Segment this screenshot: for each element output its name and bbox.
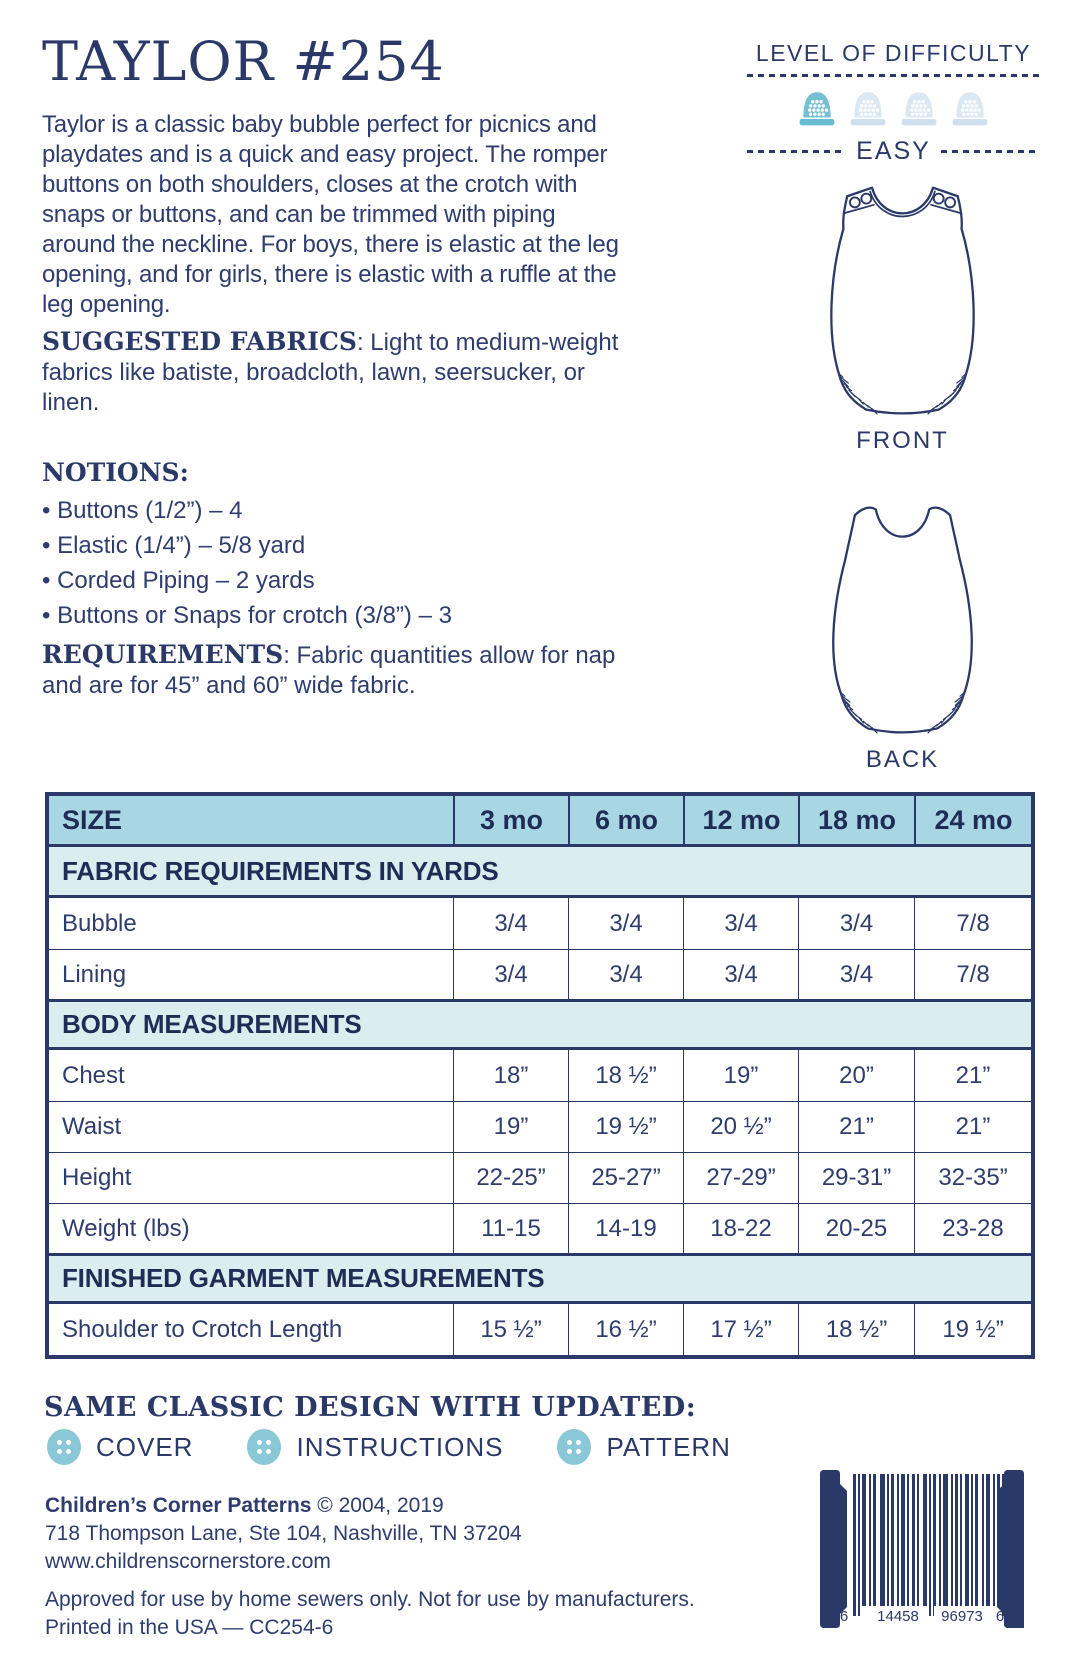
footer (45, 1492, 695, 1642)
updated-item-label: PATTERN (606, 1431, 731, 1462)
size-table-header-cell: 24 mo (914, 796, 1031, 844)
website-line: www.childrenscornerstore.com (45, 1550, 331, 1573)
dashed-divider (747, 150, 846, 153)
row-value: 11-15 (453, 1204, 568, 1254)
size-table (45, 792, 1035, 1359)
difficulty-panel (747, 40, 1040, 166)
notions-item: • Buttons or Snaps for crotch (3/8”) – 3 (42, 598, 642, 633)
row-value: 29-31” (798, 1153, 914, 1203)
suggested-fabrics-label: SUGGESTED FABRICS (42, 327, 357, 356)
table-row (49, 1304, 1031, 1355)
company-line (45, 1492, 695, 1520)
row-value: 25-27” (568, 1153, 683, 1203)
page-title: TAYLOR #254 (42, 30, 445, 93)
back-view-label: BACK (865, 746, 940, 773)
size-table-section-row (49, 1253, 1031, 1304)
ruffle-left (840, 374, 877, 414)
copyright-text: © 2004, 2019 (311, 1494, 444, 1517)
row-label: Shoulder to Crotch Length (62, 1315, 343, 1343)
ruffle-left (842, 693, 877, 733)
row-value: 14-19 (568, 1204, 683, 1254)
updated-item (45, 1428, 193, 1466)
updated-heading: SAME CLASSIC DESIGN WITH UPDATED: (44, 1392, 697, 1423)
size-table-section-title: FABRIC REQUIREMENTS IN YARDS (62, 855, 499, 886)
updated-item (555, 1428, 730, 1466)
row-label: Waist (62, 1113, 122, 1140)
size-table-header-cell: SIZE (62, 804, 123, 835)
thimble-icon (796, 88, 838, 128)
size-table-header-cell: 3 mo (453, 796, 568, 844)
row-value: 20 ½” (683, 1102, 798, 1152)
button-icon (245, 1428, 283, 1466)
row-value: 18” (453, 1050, 568, 1101)
back-garment-drawing (826, 500, 979, 740)
front-view-block (765, 181, 1040, 455)
table-row (49, 1203, 1031, 1254)
size-table-section-title: BODY MEASUREMENTS (62, 1009, 362, 1039)
notions-section (42, 458, 642, 633)
row-value: 21” (914, 1050, 1031, 1101)
row-value: 19” (683, 1050, 798, 1101)
row-value: 27-29” (683, 1153, 798, 1203)
button-icon (555, 1428, 593, 1466)
updated-item-label: INSTRUCTIONS (296, 1431, 504, 1462)
thimble-icon (847, 88, 889, 128)
suggested-fabrics-text: : Light to medium-weight fabrics like batiste, broadcloth, lawn, seersucker, or linen. (42, 329, 619, 416)
row-value: 20-25 (798, 1204, 914, 1254)
front-view-label: FRONT (856, 427, 949, 454)
notions-label: NOTIONS: (42, 458, 189, 487)
barcode-digits: 6 (995, 1608, 1005, 1625)
barcode-digits: 14458 (877, 1608, 919, 1625)
row-value: 7/8 (914, 950, 1031, 1000)
button-icon (45, 1428, 83, 1466)
row-value: 3/4 (568, 950, 683, 1000)
size-table-section-row (49, 847, 1031, 898)
size-table-header-cell: 6 mo (568, 796, 683, 844)
printed-line: Printed in the USA — CC254-6 (45, 1616, 334, 1639)
row-value: 15 ½” (453, 1304, 568, 1355)
row-value: 19 ½” (568, 1102, 683, 1152)
row-value: 3/4 (453, 950, 568, 1000)
thimble-icon (898, 88, 940, 128)
row-value: 3/4 (683, 898, 798, 949)
row-label: Lining (62, 961, 127, 988)
difficulty-value-row (747, 137, 1040, 166)
row-value: 21” (798, 1102, 914, 1152)
row-value: 18-22 (683, 1204, 798, 1254)
back-view-block (765, 500, 1040, 774)
row-value: 3/4 (568, 898, 683, 949)
size-table-section-title: FINISHED GARMENT MEASUREMENTS (62, 1263, 545, 1293)
size-table-header-cell: 12 mo (683, 796, 798, 844)
barcode-spool (810, 1468, 1034, 1636)
barcode-digits: 96973 (941, 1608, 983, 1625)
difficulty-value: EASY (856, 137, 931, 165)
row-value: 3/4 (453, 898, 568, 949)
difficulty-thimbles (747, 88, 1040, 128)
notions-item: • Elastic (1/4”) – 5/8 yard (42, 528, 642, 563)
dashed-divider (941, 150, 1040, 153)
updated-item-label: COVER (96, 1431, 194, 1462)
row-label: Chest (62, 1061, 125, 1089)
approval-block (45, 1586, 695, 1642)
barcode-digits: 6 (839, 1608, 849, 1625)
requirements-section (42, 640, 642, 701)
approval-line: Approved for use by home sewers only. Not for use by manufacturers. (45, 1588, 695, 1611)
thimble-icon (949, 88, 991, 128)
row-value: 3/4 (798, 898, 914, 949)
row-value: 3/4 (683, 950, 798, 1000)
ruffle-right (928, 374, 965, 414)
row-value: 19” (453, 1102, 568, 1152)
row-value: 7/8 (914, 898, 1031, 949)
ruffle-right (928, 693, 963, 733)
dashed-divider (747, 74, 1040, 77)
notions-item: • Buttons (1/2”) – 4 (42, 493, 642, 528)
row-label: Bubble (62, 909, 137, 937)
table-row (49, 949, 1031, 1000)
row-label: Weight (lbs) (62, 1215, 190, 1242)
row-value: 17 ½” (683, 1304, 798, 1355)
difficulty-label: LEVEL OF DIFFICULTY (755, 40, 1032, 66)
table-row (49, 1050, 1031, 1101)
table-row (49, 898, 1031, 949)
row-value: 20” (798, 1050, 914, 1101)
updated-items-row (45, 1428, 731, 1466)
updated-item (245, 1428, 503, 1466)
table-row (49, 1101, 1031, 1152)
row-value: 3/4 (798, 950, 914, 1000)
row-value: 19 ½” (914, 1304, 1031, 1355)
size-table-section-row (49, 999, 1031, 1050)
row-value: 23-28 (914, 1204, 1031, 1254)
size-table-header-row (49, 796, 1031, 847)
row-value: 18 ½” (568, 1050, 683, 1101)
pattern-description: Taylor is a classic baby bubble perfect for picnics and playdates and is a quick and easy project. The romper buttons on both shoulders, closes at the crotch with snaps or buttons, and can be trimmed with piping around the neckline. For boys, there is elastic at the leg opening, and for girls, there is elastic with a ruffle at the leg opening. (42, 111, 619, 318)
row-value: 21” (914, 1102, 1031, 1152)
size-table-header-cell: 18 mo (798, 796, 914, 844)
requirements-label: REQUIREMENTS (42, 640, 284, 669)
address-line: 718 Thompson Lane, Ste 104, Nashville, TN 37204 (45, 1522, 522, 1545)
row-value: 18 ½” (798, 1304, 914, 1355)
row-value: 22-25” (453, 1153, 568, 1203)
row-value: 32-35” (914, 1153, 1031, 1203)
requirements-text: : Fabric quantities allow for nap and are for 45” and 60” wide fabric. (42, 642, 616, 699)
row-value: 16 ½” (568, 1304, 683, 1355)
front-garment-drawing (826, 181, 979, 421)
notions-item: • Corded Piping – 2 yards (42, 563, 642, 598)
table-row (49, 1152, 1031, 1203)
row-label: Height (62, 1164, 132, 1191)
company-name: Children’s Corner Patterns (45, 1494, 312, 1517)
notions-list (42, 493, 642, 633)
suggested-fabrics-section (42, 327, 642, 418)
